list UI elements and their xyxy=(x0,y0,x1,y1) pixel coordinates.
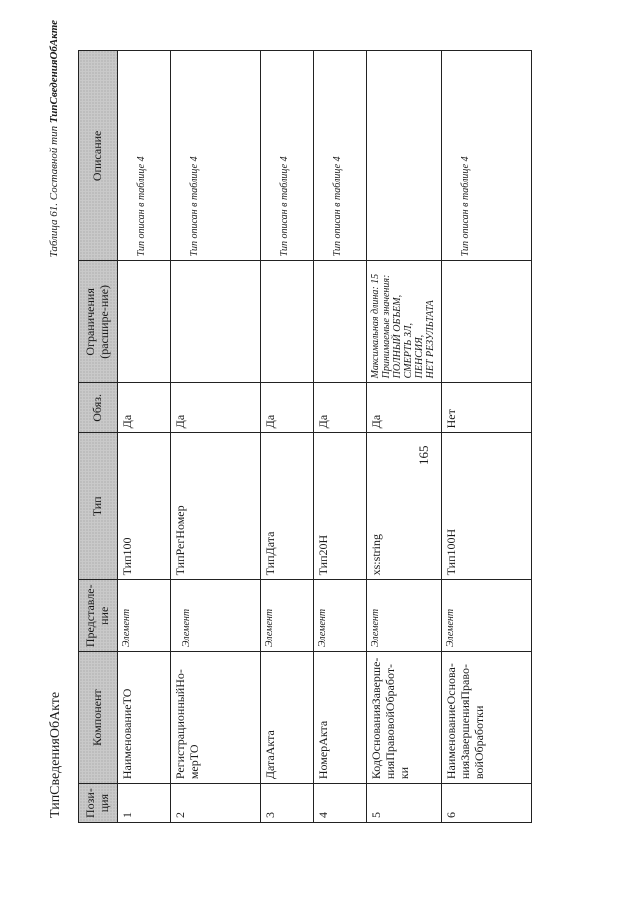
table-header-row xyxy=(79,51,118,823)
cell-position: 2 xyxy=(171,784,261,823)
cell-restriction xyxy=(118,261,171,383)
cell-position: 6 xyxy=(442,784,532,823)
page-number: 165 xyxy=(416,445,431,465)
table-container xyxy=(78,50,532,823)
cell-description xyxy=(367,51,442,261)
header-position: Пози-ция xyxy=(79,784,118,823)
cell-position: 5 xyxy=(367,784,442,823)
cell-description: Тип описан в таблице 4 xyxy=(118,51,171,261)
cell-type: Тип100Н xyxy=(442,433,532,580)
cell-representation: Элемент xyxy=(367,580,442,652)
header-restriction: Ограничения (расшире-ние) xyxy=(79,261,118,383)
cell-restriction xyxy=(314,261,367,383)
cell-component: КодОснованияЗаверше-нияПравовойОбработ-ки xyxy=(367,652,442,784)
cell-type: ТипДата xyxy=(261,433,314,580)
cell-representation: Элемент xyxy=(118,580,171,652)
cell-component: НаименованиеТО xyxy=(118,652,171,784)
header-type: Тип xyxy=(79,433,118,580)
restriction-line: СМЕРТЬ ЗЛ, xyxy=(403,322,414,379)
header-representation: Представле-ние xyxy=(79,580,118,652)
cell-position: 3 xyxy=(261,784,314,823)
cell-component: НомерАкта xyxy=(314,652,367,784)
restriction-line: ПЕНСИЯ, xyxy=(414,334,425,379)
cell-representation: Элемент xyxy=(261,580,314,652)
cell-type: ТипРегНомер xyxy=(171,433,261,580)
cell-description: Тип описан в таблице 4 xyxy=(261,51,314,261)
table-row xyxy=(171,51,261,823)
header-required: Обяз. xyxy=(79,383,118,433)
cell-required: Да xyxy=(261,383,314,433)
table-row xyxy=(442,51,532,823)
table-row xyxy=(261,51,314,823)
cell-representation: Элемент xyxy=(442,580,532,652)
cell-type: xs:string xyxy=(367,433,442,580)
cell-restriction xyxy=(171,261,261,383)
cell-restriction xyxy=(442,261,532,383)
cell-representation: Элемент xyxy=(314,580,367,652)
table-row xyxy=(118,51,171,823)
cell-component: НаименованиеОснова-нияЗавершенияПраво-войОбработки xyxy=(442,652,532,784)
header-component: Компонент xyxy=(79,652,118,784)
cell-type: Тип100 xyxy=(118,433,171,580)
restriction-line: НЕТ РЕЗУЛЬТАТА xyxy=(425,300,436,379)
cell-position: 1 xyxy=(118,784,171,823)
table-row xyxy=(367,51,442,823)
cell-restriction xyxy=(261,261,314,383)
cell-required: Да xyxy=(171,383,261,433)
cell-type: Тип20Н xyxy=(314,433,367,580)
composite-type-table xyxy=(78,50,532,823)
cell-description: Тип описан в таблице 4 xyxy=(171,51,261,261)
cell-representation: Элемент xyxy=(171,580,261,652)
cell-required: Да xyxy=(314,383,367,433)
cell-description: Тип описан в таблице 4 xyxy=(442,51,532,261)
header-description: Описание xyxy=(79,51,118,261)
caption-type-name: ТипСведенияОбАкте xyxy=(48,20,60,124)
cell-restriction xyxy=(367,261,442,383)
restriction-line: Принимаемые значения: xyxy=(381,274,392,379)
cell-component: ДатаАкта xyxy=(261,652,314,784)
cell-description: Тип описан в таблице 4 xyxy=(314,51,367,261)
cell-component: РегистрационныйНо-мерТО xyxy=(171,652,261,784)
table-row xyxy=(314,51,367,823)
restriction-line: ПОЛНЫЙ ОБЪЕМ, xyxy=(392,294,403,379)
cell-required: Да xyxy=(118,383,171,433)
type-heading: ТипСведенияОбАкте xyxy=(48,691,63,818)
cell-required: Да xyxy=(367,383,442,433)
cell-position: 4 xyxy=(314,784,367,823)
restriction-line: Максимальная длина: 15 xyxy=(370,273,381,379)
caption-prefix: Таблица 61. Составной тип xyxy=(48,125,60,258)
cell-required: Нет xyxy=(442,383,532,433)
table-caption xyxy=(48,20,60,257)
